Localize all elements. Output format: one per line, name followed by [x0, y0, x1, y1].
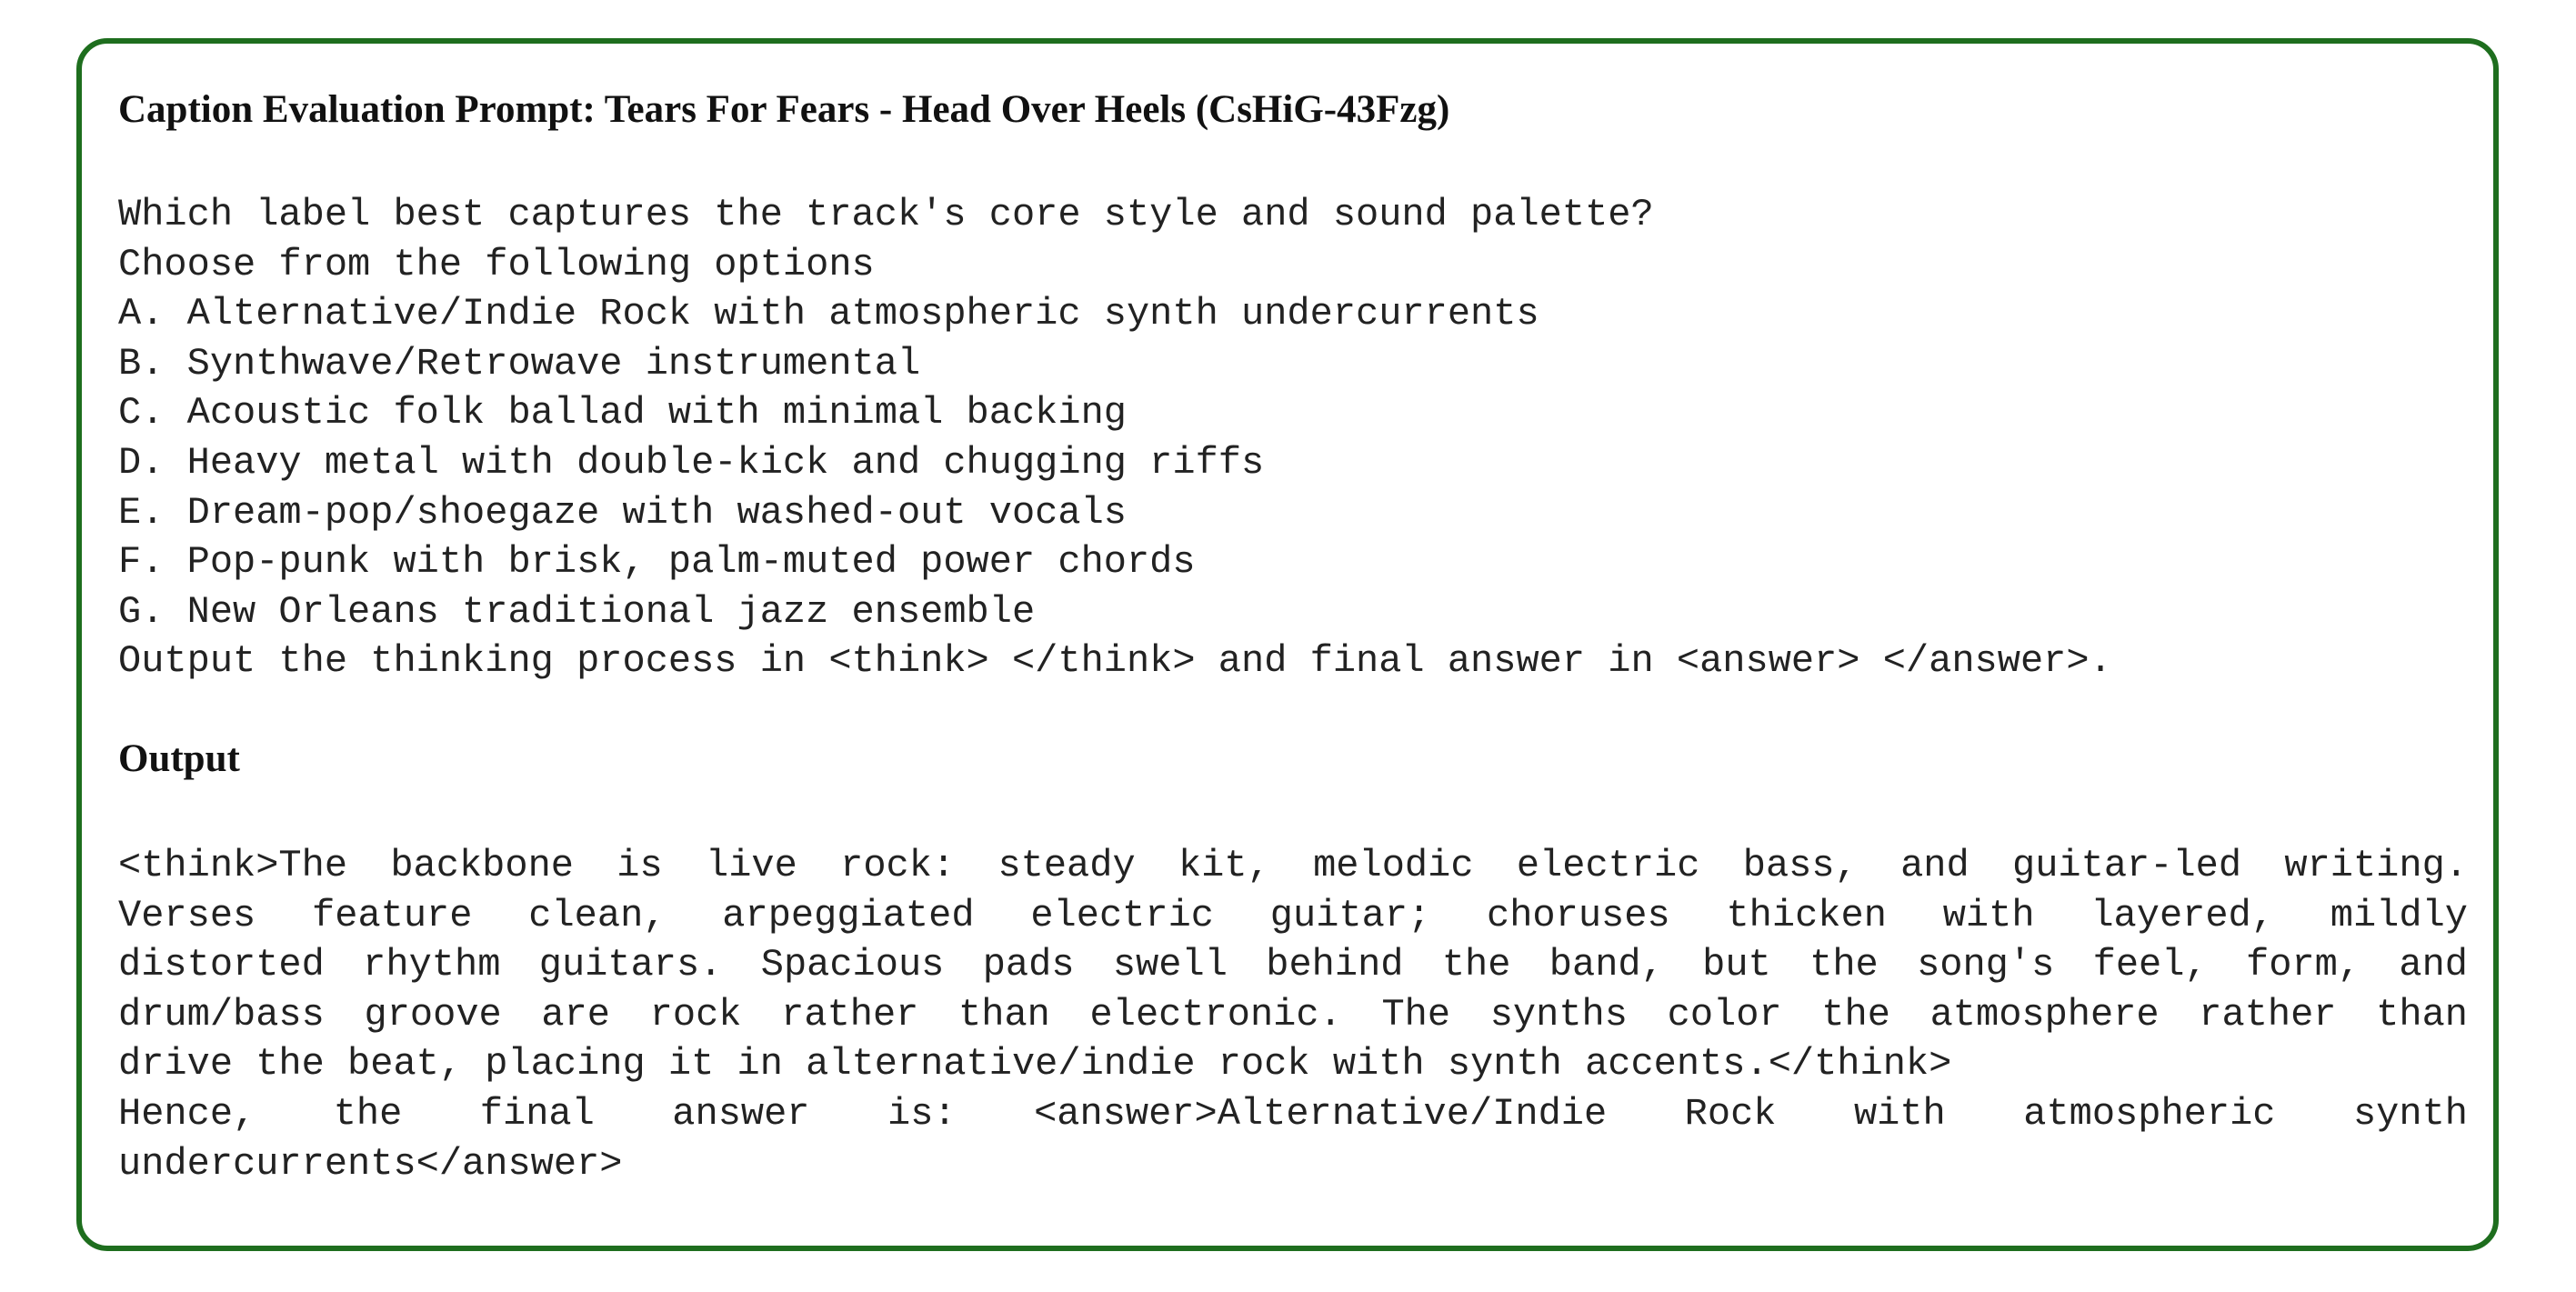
output-block — [118, 841, 2468, 1188]
prompt-question: Which label best captures the track's core style and sound palette? — [118, 193, 1654, 236]
caption-evaluation-panel — [76, 38, 2499, 1251]
answer-line: undercurrents</answer> — [118, 1141, 623, 1186]
prompt-title: Caption Evaluation Prompt: Tears For Fears - Head Over Heels (CsHiG-43Fzg) — [118, 88, 1450, 131]
think-line: Verses feature clean, arpeggiated electric guitar; choruses thicken with layered, mildly — [118, 893, 2468, 937]
output-heading: Output — [118, 737, 240, 780]
think-line: drum/bass groove are rock rather than electronic. The synths color the atmosphere rather than — [118, 992, 2468, 1037]
prompt-instruction: Choose from the following options — [118, 242, 875, 286]
option-f: F. Pop-punk with brisk, palm-muted power chords — [118, 540, 1196, 585]
answer-line: Hence, the final answer is: <answer>Alternative/Indie Rock with atmospheric synth — [118, 1091, 2468, 1136]
option-g: G. New Orleans traditional jazz ensemble — [118, 589, 1036, 634]
option-b: B. Synthwave/Retrowave instrumental — [118, 341, 921, 386]
prompt-block — [118, 190, 2112, 686]
option-c: C. Acoustic folk ballad with minimal backing — [118, 391, 1127, 436]
think-line: drive the beat, placing it in alternative/indie rock with synth accents.</think> — [118, 1042, 1952, 1087]
think-line: <think>The backbone is live rock: steady kit, melodic electric bass, and guitar-led writing. — [118, 844, 2468, 887]
option-d: D. Heavy metal with double-kick and chugging riffs — [118, 440, 1265, 485]
think-line: distorted rhythm guitars. Spacious pads swell behind the band, but the song's feel, form, and — [118, 943, 2468, 987]
option-a: A. Alternative/Indie Rock with atmospheric synth undercurrents — [118, 292, 1539, 336]
option-e: E. Dream-pop/shoegaze with washed-out vocals — [118, 490, 1127, 535]
format-instruction: Output the thinking process in <think> </think> and final answer in <answer> </answer>. — [118, 639, 2112, 684]
